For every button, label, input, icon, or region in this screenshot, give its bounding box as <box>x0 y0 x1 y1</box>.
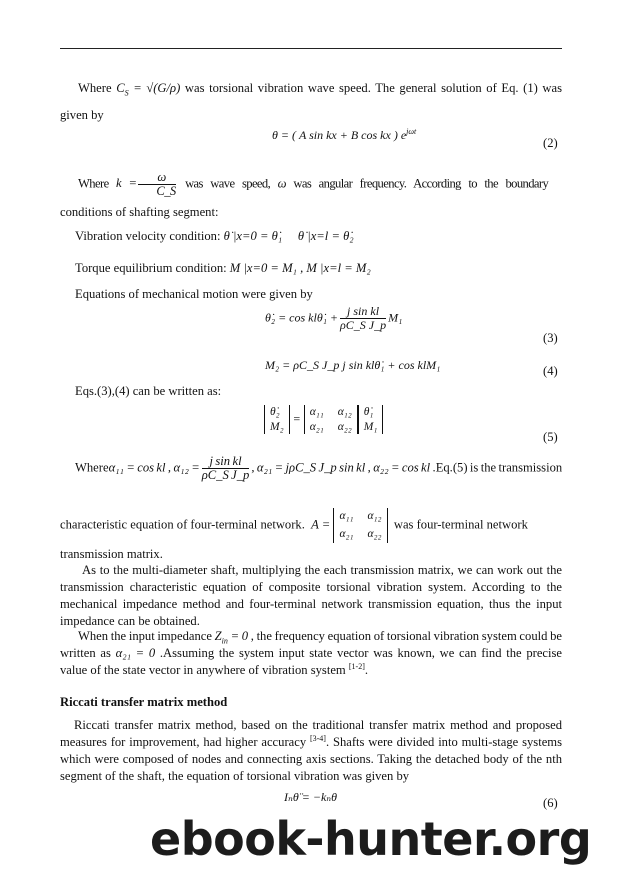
paragraph-wave-speed <box>60 81 562 96</box>
text: segment of the shaft, the equation of torsional vibration was given by <box>60 769 410 783</box>
text: measures for improvement, had higher accuracy [3-4]. Shafts were divided into multi-stage systems <box>60 733 562 749</box>
text: impedance can be obtained. <box>60 614 200 628</box>
header-rule <box>60 48 562 49</box>
cs-symbol: $C_S = √(G/\rho)$ <box>116 81 181 98</box>
text: conditions of shafting segment: <box>60 205 219 219</box>
equation-number: (3) <box>543 331 558 345</box>
equation-number: (5) <box>543 430 558 444</box>
equation-3: θ̇₂ = cos klθ̇₁ + $\frac{\text{j sin kl}}{\text{ρC\_S J\_p}}$ M₁ <box>265 304 403 332</box>
text: was torsional vibration wave speed. The general solution of Eq. (1) was <box>184 81 563 95</box>
text: Eqs.(3),(4) can be written as: <box>75 384 222 398</box>
text: which were composed of nodes and connecting axis sections. Taking the detached body of the nth <box>60 752 562 766</box>
four-terminal-text: characteristic equation of four-terminal network. A = α₁₁ α₁₂ α₂₁ α₂₂ was four-terminal network <box>60 508 562 543</box>
equation-2: θ = ( A sin kx + B cos kx ) $e^{j\omega t}$ <box>272 127 417 142</box>
text: mechanical impedance method and four-terminal network transmission equation, thus the input <box>60 597 562 611</box>
text: written as α₂₁ = 0 .Assuming the system input state vector was known, we can find the precise <box>60 646 562 660</box>
text: Equations of mechanical motion were given by <box>75 287 313 301</box>
velocity-condition: Vibration velocity condition: θ̇ |x=0 = θ̇₁ θ̇ |x=l = θ̇₂ <box>75 229 354 243</box>
section-heading: Riccati transfer matrix method <box>60 695 228 709</box>
equation-6: Iₙθ̈ = −kₙθ <box>284 790 338 804</box>
equation-number: (6) <box>543 796 558 810</box>
alpha-definitions: Whereα₁₁ = cos kl , α₁₂ = $\frac{\text{j sin kl}}{\text{ρC\_S J\_p}}$ , α₂₁ = jρC_S J_p sin kl , α₂₂ = cos kl .Eq.(5) is the transmission <box>75 454 563 482</box>
equation-5-matrix: θ̇₂ M₂ = α₁₁ α₁₂ α₂₁ α₂₂ θ̇₁ M₁ <box>264 405 383 434</box>
paragraph-wave-number: Where k = $\frac{\omega}{C\_S}$ was wave speed, ω was angular frequency. According to the boundary <box>78 170 549 198</box>
watermark: ebook-hunter.org <box>150 812 592 866</box>
text: Where <box>78 81 112 95</box>
paragraph-impedance: When the input impedance $Z_{in} = 0$ , the frequency equation of torsional vibration system could be <box>78 629 562 646</box>
text: value of the state vector in anywhere of vibration system [1-2]. <box>60 661 369 677</box>
text: As to the multi-diameter shaft, multiplying the each transmission matrix, we can work out the <box>82 563 562 577</box>
equation-number: (4) <box>543 364 558 378</box>
equation-4: M₂ = ρC_S J_p j sin klθ̇₁ + cos klM₁ <box>265 358 441 372</box>
equation-number: (2) <box>543 136 558 150</box>
text: given by <box>60 108 104 122</box>
text: Riccati transfer matrix method, based on the traditional transfer matrix method and proposed <box>74 718 562 732</box>
text: transmission characteristic equation of composite torsional vibration system. According to the <box>60 580 562 594</box>
torque-condition: Torque equilibrium condition: M |x=0 = M₁ , M |x=l = M₂ <box>75 261 371 275</box>
text: transmission matrix. <box>60 547 163 561</box>
